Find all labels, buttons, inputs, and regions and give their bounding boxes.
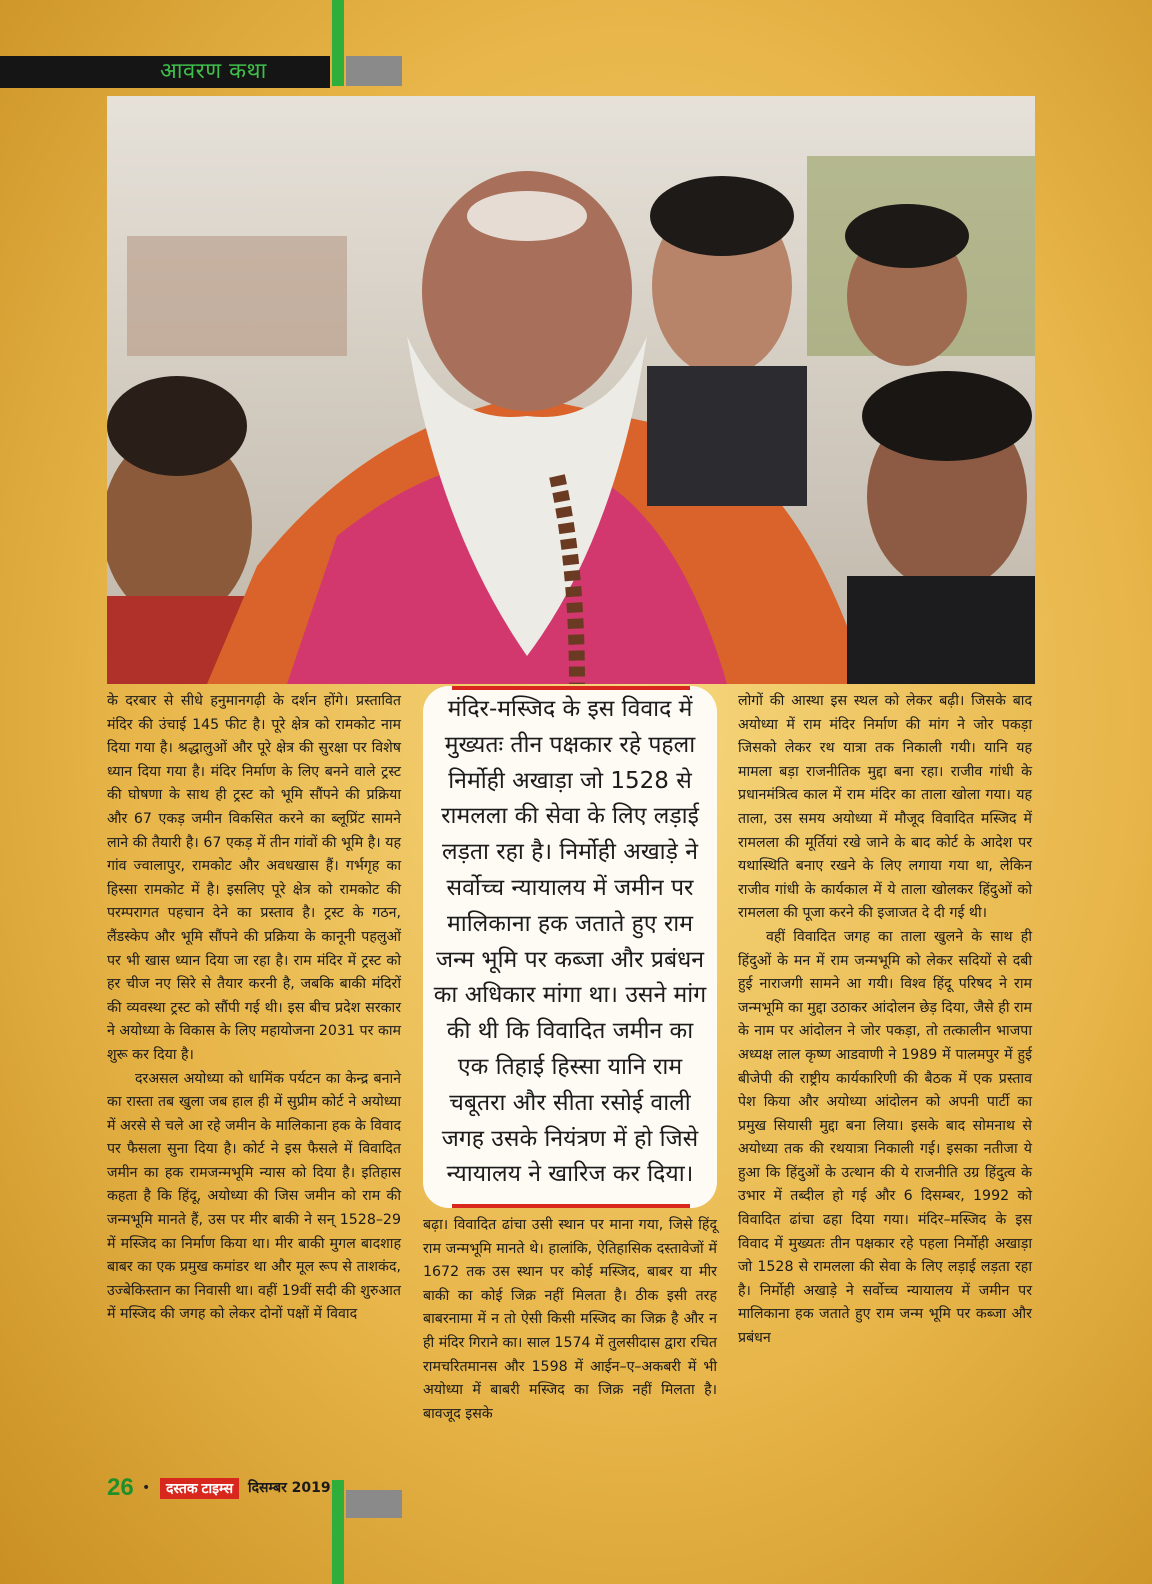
paragraph: वहीं विवादित जगह का ताला खुलने के साथ ही हिंदुओं के मन में राम जन्मभूमि को लेकर सदियों से दबी हुई नाराजगी सामने आ गयी। विश्व हिंदू परिषद ने राम जन्मभूमि का मुद्दा उठाकर आंदोलन छेड़ दिया, जैसे ही राम के नाम पर आंदोलन ने जोर पकड़ा, तो तत्कालीन भाजपा अध्यक्ष लाल कृष्ण आडवाणी ने 1989 में पालमपुर में हुई बीजेपी की राष्ट्रीय कार्यकारिणी की बैठक में एक प्रस्ताव पेश किया और अयोध्या आंदोलन को अपनी पार्टी का प्रमुख सियासी मुद्दा बना लिया। इसके बाद सोमनाथ से अयोध्या तक की रथयात्रा निकाली गई। इसका नतीजा ये हुआ कि हिंदुओं के उत्थान की ये राजनीति उग्र हिंदुत्व के उभार में तब्दील हो गई और 6 दिसम्बर, 1992 को विवादित ढांचा ढहा दिया गया। मंदिर–मस्जिद के इस विवाद में मुख्यतः तीन पक्षकार रहे पहला निर्मोही अखाड़ा जो 1528 से रामलला की सेवा के लिए लड़ाई लड़ता रहा है। निर्मोही अखाड़े ने सर्वोच्च न्यायालय में जमीन पर मालिकाना हक जताते हुए राम जन्म भूमि पर कब्जा और प्रबंधन (738, 928, 1032, 1347)
footer-accent-line (332, 1480, 344, 1584)
paragraph: बढ़ा। विवादित ढांचा उसी स्थान पर माना गया, जिसे हिंदू राम जन्मभूमि मानते थे। हालांकि, ऐतिहासिक दस्तावेजों में 1672 तक उस स्थान पर कोई मस्जिद, बाबर या मीर बाकी का कोई जिक्र नहीं मिलता है। ठीक इसी तरह बाबरनामा में न तो ऐसी किसी मस्जिद का जिक्र है और न ही मंदिर गिराने का। साल 1574 में तुलसीदास द्वारा रचित रामचरितमानस और 1598 में आईन–ए–अकबरी में भी अयोध्या में बाबरी मस्जिद का जिक्र नहीं मिलता है। बावजूद इसके (423, 1217, 717, 1422)
page-number: 26 (107, 1474, 134, 1501)
footer-grey-block (346, 1490, 402, 1518)
pull-quote-text: मंदिर-मस्जिद के इस विवाद में मुख्यतः तीन पक्षकार रहे पहला निर्मोही अखाड़ा जो 1528 से रामलला की सेवा के लिए लड़ाई लड़ता रहा है। निर्मोही अखाड़े ने सर्वोच्च न्यायालय में जमीन पर मालिकाना हक जताते हुए राम जन्म भूमि पर कब्जा और प्रबंधन का अधिकार मांगा था। उसने मांग की थी कि विवादित जमीन का एक तिहाई हिस्सा यानि राम चबूतरा और सीता रसोई वाली जगह उसके नियंत्रण में हो जिसे न्यायालय ने खारिज कर दिया। (433, 696, 707, 1188)
pull-quote-top-rule (452, 686, 690, 690)
pull-quote (423, 686, 717, 1208)
magazine-logo: दस्तक टाइम्स (160, 1478, 239, 1499)
pull-quote-bottom-rule (452, 1204, 690, 1208)
footer-bullet: • (142, 1480, 151, 1496)
cover-photo (107, 96, 1035, 684)
paragraph: लोगों की आस्था इस स्थल को लेकर बढ़ी। जिसके बाद अयोध्या में राम मंदिर निर्माण की मांग ने जोर पकड़ा जिसको लेकर रथ यात्रा तक निकाली गयी। यानि यह मामला बड़ा राजनीतिक मुद्दा बना रहा। राजीव गांधी के प्रधानमंत्रित्व काल में राम मंदिर का ताला खोला गया। यह ताला, उस समय अयोध्या में मौजूद विवादित मस्जिद में रामलला की मूर्तियां रखे जाने के बाद कोर्ट के आदेश पर यथास्थिति बनाए रखने के लिए लगाया गया था, लेकिन राजीव गांधी के कार्यकाल में ये ताला खोलकर हिंदुओं को रामलला की पूजा करने की इजाजत दे दी गई थी। (738, 693, 1032, 922)
issue-date: दिसम्बर 2019 (248, 1480, 331, 1496)
paragraph: के दरबार से सीधे हनुमानगढ़ी के दर्शन होंगे। प्रस्तावित मंदिर की उंचाई 145 फीट है। पूरे क्षेत्र को रामकोट नाम दिया गया है। श्रद्धालुओं और पूरे क्षेत्र की सुरक्षा पर विशेष ध्यान दिया गया है। मंदिर निर्माण के लिए बनने वाले ट्रस्ट की घोषणा के साथ ही ट्रस्ट को भूमि सौंपने की प्रक्रिया और 67 एकड़ जमीन विकसित करने का ब्लूप्रिंट सामने लाने की तैयारी है। 67 एकड़ में तीन गांवों की भूमि है। यह गांव ज्वालापुर, रामकोट और अवधखास हैं। गर्भगृह का हिस्सा रामकोट में है। इसलिए पूरे क्षेत्र को रामकोट की परम्परागत पहचान देने का प्रस्ताव है। ट्रस्ट के गठन, लैंडस्केप और भूमि सौंपने की प्रक्रिया के कानूनी पहलुओं पर भी खास ध्यान दिया जा रहा है। राम मंदिर में ट्रस्ट को हर चीज नए सिरे से तैयार करनी है, जबकि बाकी मंदिरों की व्यवस्था ट्रस्ट को सौंपी गई थी। इस बीच प्रदेश सरकार ने अयोध्या के विकास के लिए महायोजना 2031 पर काम शुरू कर दिया है। (107, 693, 401, 1063)
article-column-3 (738, 690, 1032, 1351)
section-label: आवरण कथा (160, 59, 267, 84)
header-accent-line (332, 0, 344, 86)
paragraph: दरअसल अयोध्या को धामिंक पर्यटन का केन्द्र बनाने का रास्ता तब खुला जब हाल ही में सुप्रीम कोर्ट ने अयोध्या में अरसे से चले आ रहे जमीन के मालिकाना हक के विवाद पर फैसला सुना दिया है। कोर्ट ने इस फैसले में विवादित जमीन का हक रामजन्मभूमि न्यास को दिया है। इतिहास कहता है कि हिंदू, अयोध्या की जिस जमीन को राम की जन्मभूमि मानते हैं, उस पर मीर बाकी ने सन् 1528–29 में मस्जिद का निर्माण किया था। मीर बाकी मुगल बादशाह बाबर का एक प्रमुख कमांडर था और मूल रूप से ताशकंद, उज्बेकिस्तान का निवासी था। वहीं 19वीं सदी की शुरुआत में मस्जिद की जगह को लेकर दोनों पक्षों में विवाद (107, 1070, 401, 1323)
article-column-2 (423, 1214, 717, 1426)
header-grey-block (346, 56, 402, 86)
article-column-1 (107, 690, 401, 1327)
